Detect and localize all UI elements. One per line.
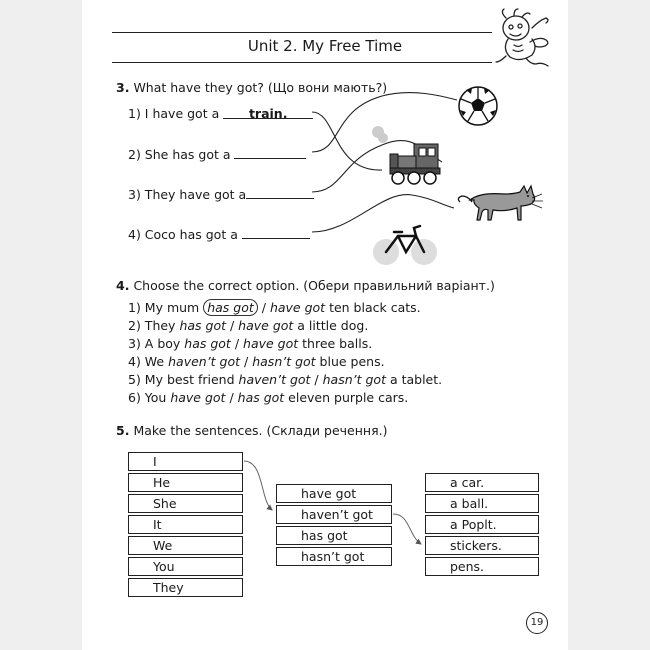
task4-line-5-option1[interactable]: haven’t got (238, 372, 311, 387)
page-title: Unit 2. My Free Time (247, 37, 403, 55)
task4-instruction: Choose the correct option. (Обери правильний варіант.) (133, 278, 495, 293)
task4-line-1-sep: / (257, 300, 270, 315)
task4-line-6-sep: / (225, 390, 238, 405)
task4-line-4-post: blue pens. (315, 354, 385, 369)
task4-line-4-pre: 4) We (128, 354, 169, 369)
task4-line-6-pre: 6) You (128, 390, 171, 405)
object-box-4[interactable]: stickers. (425, 536, 539, 555)
task4-line-1-option2[interactable]: have got (269, 300, 326, 315)
task4-line-3-post: three balls. (298, 336, 373, 351)
example-arrows (82, 0, 568, 650)
object-box-5[interactable]: pens. (425, 557, 539, 576)
task4-line-4-option2[interactable]: hasn’t got (252, 354, 316, 369)
task4-line-4-option1[interactable]: haven’t got (168, 354, 241, 369)
task4-number: 4. (116, 278, 130, 293)
arrow-subject-to-verb (244, 461, 272, 510)
task3-row-2-text: 2) She has got a (128, 147, 235, 162)
object-box-2[interactable]: a ball. (425, 494, 539, 513)
task4-line-5-pre: 5) My best friend (128, 372, 239, 387)
task4-line-2-sep: / (226, 318, 239, 333)
task4-line-6-option2[interactable]: has got (237, 390, 285, 405)
task4-line-3-option2[interactable]: have got (243, 336, 299, 351)
task4-line-2-post: a little dog. (293, 318, 369, 333)
task4-line-5-option2[interactable]: hasn’t got (322, 372, 386, 387)
task4-line-2-option1[interactable]: has got (179, 318, 226, 333)
subject-box-1[interactable]: I (128, 452, 243, 471)
verb-box-4[interactable]: hasn’t got (276, 547, 392, 566)
task5-instruction: Make the sentences. (Склади речення.) (133, 423, 388, 438)
task4-line-5-post: a tablet. (385, 372, 443, 387)
task4-line-3-option1[interactable]: has got (184, 336, 231, 351)
task4-line-2-option2[interactable]: have got (238, 318, 294, 333)
task3-row-3-text: 3) They have got a (128, 187, 247, 202)
object-box-1[interactable]: a car. (425, 473, 539, 492)
task3-number: 3. (116, 80, 130, 95)
subject-box-6[interactable]: You (128, 557, 243, 576)
task4-line-5-sep: / (310, 372, 323, 387)
task4-line-6-post: eleven purple cars. (284, 390, 409, 405)
verb-box-1[interactable]: have got (276, 484, 392, 503)
task4-line-3-sep: / (230, 336, 244, 351)
object-box-3[interactable]: a Poplt. (425, 515, 539, 534)
worksheet-page (82, 0, 568, 650)
page-number-badge: 19 (526, 612, 548, 634)
subject-box-3[interactable]: She (128, 494, 243, 513)
task4-line-1-pre: 1) My mum (128, 300, 204, 315)
task4-line-4-sep: / (240, 354, 253, 369)
task4-line-2-pre: 2) They (128, 318, 180, 333)
subject-box-5[interactable]: We (128, 536, 243, 555)
task4-line-3-pre: 3) A boy (128, 336, 185, 351)
subject-box-7[interactable]: They (128, 578, 243, 597)
task3-row-4-text: 4) Coco has got a (128, 227, 242, 242)
task3-row-1-answer: train. (248, 106, 288, 121)
verb-box-3[interactable]: has got (276, 526, 392, 545)
verb-box-2[interactable]: haven’t got (276, 505, 392, 524)
arrow-verb-to-object (393, 514, 421, 544)
task4-line-6-option1[interactable]: have got (170, 390, 226, 405)
task4-line-1-option1-circled[interactable]: has got (203, 299, 258, 316)
task3-row-1-text: 1) I have got a (128, 106, 224, 121)
task3-instruction: What have they got? (Що вони мають?) (133, 80, 388, 95)
task5-number: 5. (116, 423, 130, 438)
subject-box-2[interactable]: He (128, 473, 243, 492)
task4-line-1-post: ten black cats. (325, 300, 421, 315)
subject-box-4[interactable]: It (128, 515, 243, 534)
